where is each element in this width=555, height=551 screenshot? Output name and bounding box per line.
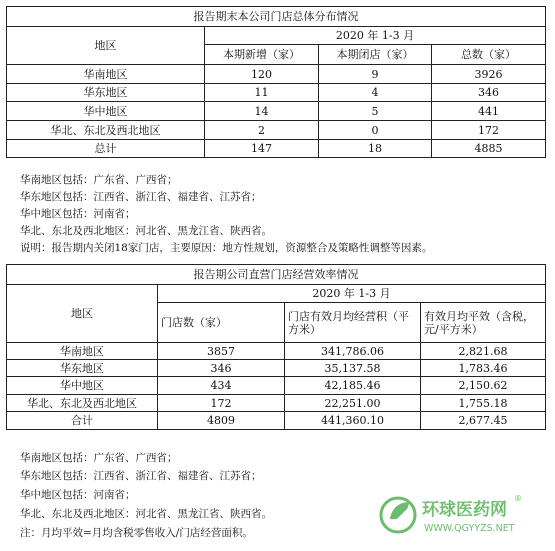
table-row <box>7 395 546 412</box>
store-efficiency-table <box>6 264 546 430</box>
value-cell: 9 <box>319 65 432 84</box>
value-cell: 2,821.68 <box>421 343 546 360</box>
value-cell: 172 <box>432 121 546 140</box>
value-cell: 18 <box>319 140 432 158</box>
region-cell: 华北、东北及西北地区 <box>7 121 205 140</box>
note-line: 华东地区包括：江西省、浙江省、福建省、江苏省； <box>20 191 262 203</box>
value-cell: 346 <box>158 360 285 377</box>
watermark-url: WWW.QGYYZS.NET <box>424 523 515 534</box>
region-cell: 华中地区 <box>7 377 158 395</box>
leaf-icon <box>381 498 415 532</box>
column-header: 总数（家） <box>432 45 546 65</box>
period-header: 2020 年 1-3 月 <box>205 27 546 45</box>
value-cell: 4809 <box>158 412 285 430</box>
region-cell: 华东地区 <box>7 84 205 102</box>
registered-mark: ® <box>514 494 522 503</box>
table-title: 报告期公司直营门店经营效率情况 <box>7 265 546 285</box>
note-line: 华中地区包括：河南省； <box>20 208 136 220</box>
region-header: 地区 <box>7 27 205 65</box>
table-row-total <box>7 140 546 158</box>
region-cell: 合计 <box>7 412 158 430</box>
region-cell: 华北、东北及西北地区 <box>7 395 158 412</box>
table-row <box>7 360 546 377</box>
table-row <box>7 343 546 360</box>
value-cell: 2,677.45 <box>421 412 546 430</box>
value-cell: 3857 <box>158 343 285 360</box>
region-cell: 华东地区 <box>7 360 158 377</box>
value-cell: 1,783.46 <box>421 360 546 377</box>
table-row <box>7 121 546 140</box>
table-row <box>7 65 546 84</box>
table-title: 报告期末本公司门店总体分布情况 <box>7 7 546 27</box>
value-cell: 4885 <box>432 140 546 158</box>
value-cell: 42,185.46 <box>285 377 421 395</box>
value-cell: 120 <box>205 65 319 84</box>
value-cell: 11 <box>205 84 319 102</box>
note-line: 华北、东北及西北地区：河北省、黑龙江省、陕西省。 <box>20 508 272 520</box>
region-cell: 华中地区 <box>7 102 205 121</box>
note-line: 华南地区包括：广东省、广西省； <box>20 174 178 186</box>
value-cell: 346 <box>432 84 546 102</box>
column-header: 门店数（家） <box>158 303 285 343</box>
note-line: 说明：报告期内关闭18家门店，主要原因：地方性规划，资源整合及策略性调整等因素。 <box>20 242 433 254</box>
value-cell: 1,755.18 <box>421 395 546 412</box>
value-cell: 2,150.62 <box>421 377 546 395</box>
value-cell: 441,360.10 <box>285 412 421 430</box>
column-header: 本期新增（家） <box>205 45 319 65</box>
region-cell: 华南地区 <box>7 343 158 360</box>
value-cell: 22,251.00 <box>285 395 421 412</box>
value-cell: 4 <box>319 84 432 102</box>
value-cell: 172 <box>158 395 285 412</box>
note-line: 注：月均平效=月均含税零售收入/门店经营面积。 <box>20 527 253 539</box>
watermark-logo <box>378 489 548 541</box>
note-line: 华东地区包括：江西省、浙江省、福建省、江苏省； <box>20 470 262 482</box>
table-row <box>7 377 546 395</box>
value-cell: 147 <box>205 140 319 158</box>
region-header: 地区 <box>7 285 158 343</box>
region-cell: 总计 <box>7 140 205 158</box>
note-line: 华北、东北及西北地区：河北省、黑龙江省、陕西省。 <box>20 225 272 237</box>
value-cell: 35,137.58 <box>285 360 421 377</box>
watermark-name: 环球医药网 <box>422 500 507 520</box>
value-cell: 341,786.06 <box>285 343 421 360</box>
period-header: 2020 年 1-3 月 <box>158 285 546 303</box>
value-cell: 14 <box>205 102 319 121</box>
table-row <box>7 102 546 121</box>
table-row <box>7 84 546 102</box>
value-cell: 3926 <box>432 65 546 84</box>
value-cell: 5 <box>319 102 432 121</box>
note-line: 华中地区包括：河南省； <box>20 489 136 501</box>
column-header: 本期闭店（家） <box>319 45 432 65</box>
column-header: 门店有效月均经营积（平方米） <box>285 303 421 343</box>
value-cell: 441 <box>432 102 546 121</box>
value-cell: 434 <box>158 377 285 395</box>
table-row-total <box>7 412 546 430</box>
value-cell: 2 <box>205 121 319 140</box>
column-header: 有效月均平效（含税，元/平方米） <box>421 303 546 343</box>
region-cell: 华南地区 <box>7 65 205 84</box>
value-cell: 0 <box>319 121 432 140</box>
note-line: 华南地区包括：广东省、广西省； <box>20 452 178 464</box>
store-distribution-table <box>6 6 546 158</box>
